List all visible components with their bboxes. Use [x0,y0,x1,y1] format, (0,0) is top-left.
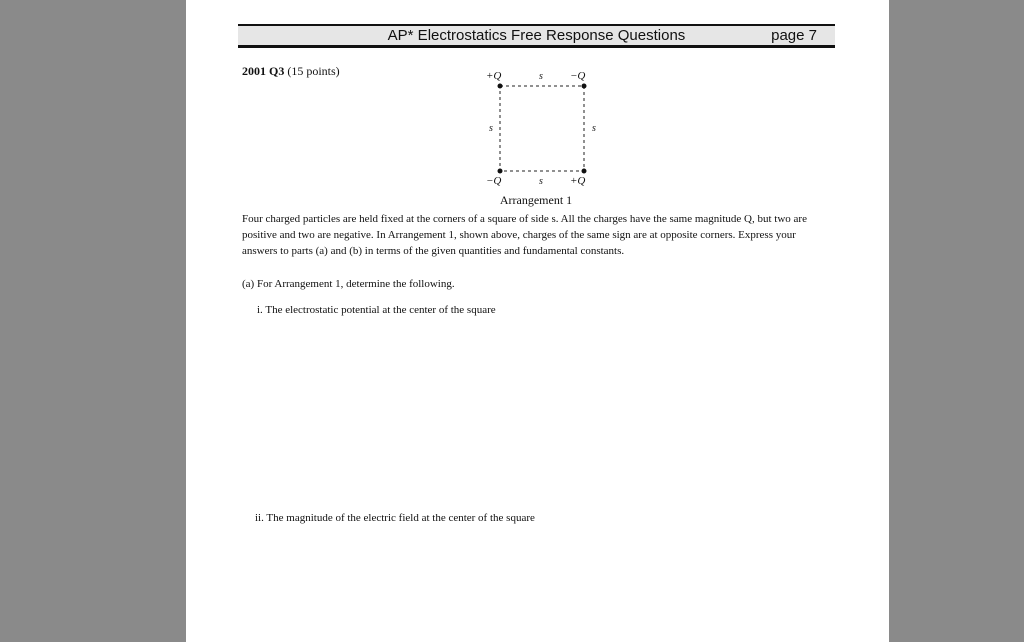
label-top-left: +Q [486,70,502,82]
question-points: (15 points) [287,64,340,78]
charge-bottom-left [498,169,503,174]
question-id: 2001 Q3 [242,64,285,78]
page-header [238,24,835,48]
label-bottom-right: +Q [570,175,586,187]
label-top-right: −Q [570,70,586,82]
charge-top-left [498,84,503,89]
part-a-ii: ii. The magnitude of the electric field at the center of the square [255,512,535,524]
header-title: AP* Electrostatics Free Response Questions [387,27,686,44]
arrangement-diagram [466,60,606,200]
charge-bottom-right [582,169,587,174]
question-label [242,64,340,79]
part-a-i: i. The electrostatic potential at the center of the square [257,304,496,316]
problem-paragraph: Four charged particles are held fixed at the corners of a square of side s. All the charges have the same magnitude Q, but two are positive and two are negative. In Arrangement 1, shown above, charges of the same sign are at opposite corners. Express your answers to parts (a) and (b) in terms of the given quantities and fundamental constants. [242,213,807,257]
page-number: page 7 [771,27,817,44]
side-label-left: s [489,123,493,134]
document-page [186,0,889,642]
side-label-top: s [539,71,543,82]
label-bottom-left: −Q [486,175,502,187]
side-label-bottom: s [539,176,543,187]
figure-caption: Arrangement 1 [499,193,573,207]
square-outline [500,86,584,171]
charge-top-right [582,84,587,89]
part-a-prompt: (a) For Arrangement 1, determine the following. [242,278,455,290]
side-label-right: s [592,123,596,134]
